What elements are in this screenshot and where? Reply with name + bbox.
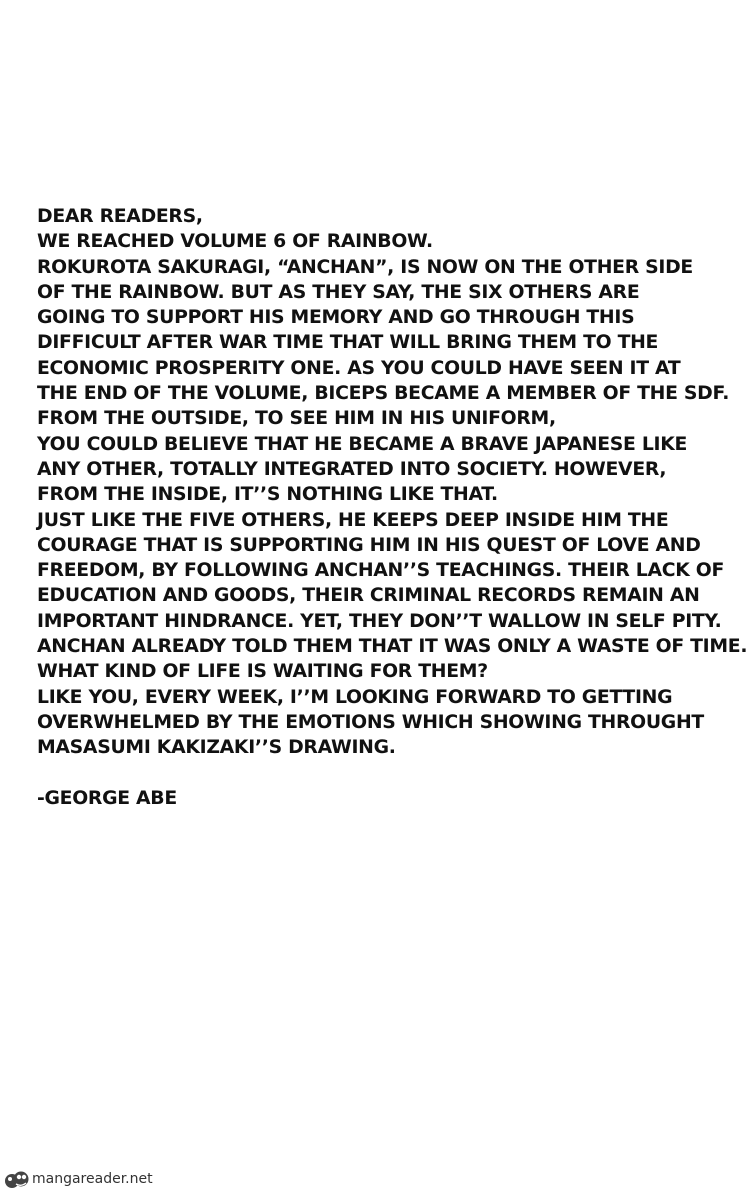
letter-line: YOU COULD BELIEVE THAT HE BECAME A BRAVE JAPANESE LIKE (37, 432, 688, 455)
letter-signature: -GEORGE ABE (37, 786, 177, 809)
letter-line: ROKUROTA SAKURAGI, “ANCHAN”, IS NOW ON THE OTHER SIDE (37, 255, 693, 278)
letter-line: LIKE YOU, EVERY WEEK, I’’M LOOKING FORWARD TO GETTING (37, 685, 673, 708)
letter-line: DIFFICULT AFTER WAR TIME THAT WILL BRING THEM TO THE (37, 331, 659, 354)
letter-line: COURAGE THAT IS SUPPORTING HIM IN HIS QUEST OF LOVE AND (37, 533, 701, 556)
letter-line: JUST LIKE THE FIVE OTHERS, HE KEEPS DEEP INSIDE HIM THE (37, 508, 669, 531)
letter-line: OF THE RAINBOW. BUT AS THEY SAY, THE SIX OTHERS ARE (37, 280, 640, 303)
letter-line: FROM THE INSIDE, IT’’S NOTHING LIKE THAT. (37, 483, 498, 506)
letter-line: MASASUMI KAKIZAKI’’S DRAWING. (37, 736, 396, 759)
letter-line: FROM THE OUTSIDE, TO SEE HIM IN HIS UNIFORM, (37, 407, 556, 430)
letter-greeting: DEAR READERS, (37, 205, 203, 227)
letter-line: FREEDOM, BY FOLLOWING ANCHAN’’S TEACHINGS. THEIR LACK OF (37, 559, 725, 582)
watermark (4, 1168, 153, 1190)
letter-line: OVERWHELMED BY THE EMOTIONS WHICH SHOWING THROUGHT (37, 710, 704, 733)
letter-line: ANY OTHER, TOTALLY INTEGRATED INTO SOCIETY. HOWEVER, (37, 457, 667, 480)
letter-line: GOING TO SUPPORT HIS MEMORY AND GO THROUGH THIS (37, 306, 635, 329)
letter-line: ECONOMIC PROSPERITY ONE. AS YOU COULD HAVE SEEN IT AT (37, 356, 681, 379)
watermark-text[interactable]: mangareader.net (32, 1171, 153, 1187)
letter-line: IMPORTANT HINDRANCE. YET, THEY DON’’T WALLOW IN SELF PITY. (37, 609, 722, 632)
letter-line: WHAT KIND OF LIFE IS WAITING FOR THEM? (37, 660, 488, 683)
letter-body (37, 204, 748, 811)
letter-line: WE REACHED VOLUME 6 OF RAINBOW. (37, 230, 433, 253)
mangareader-logo-icon (4, 1168, 30, 1190)
letter-line: EDUCATION AND GOODS, THEIR CRIMINAL RECORDS REMAIN AN (37, 584, 700, 607)
letter-line: ANCHAN ALREADY TOLD THEM THAT IT WAS ONLY A WASTE OF TIME. (37, 635, 748, 658)
letter-line: THE END OF THE VOLUME, BICEPS BECAME A MEMBER OF THE SDF. (37, 382, 730, 405)
